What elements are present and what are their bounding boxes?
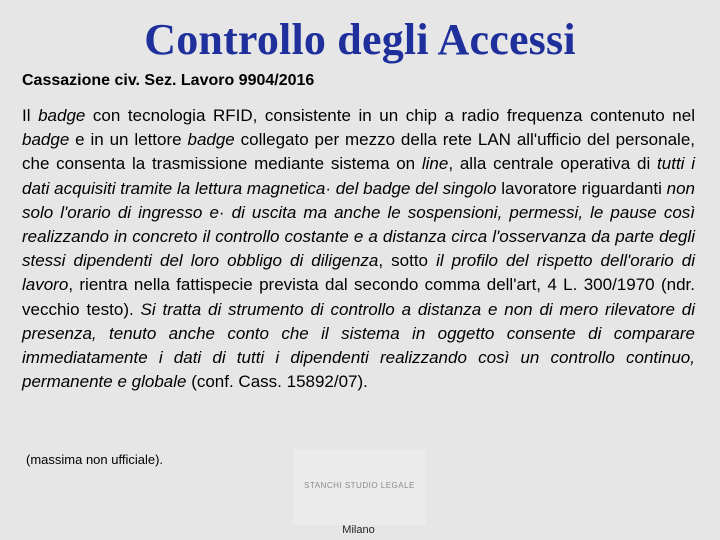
text-segment-italic: line: [421, 154, 449, 174]
text-segment: , sotto: [378, 251, 437, 271]
logo-text: STANCHI STUDIO LEGALE: [304, 481, 415, 490]
page-title: Controllo degli Accessi: [144, 15, 576, 64]
text-segment-italic: non solo l'orario di ingresso e· di uscita ma anche le sospensioni, permessi, le pause così realizzando in concreto il controllo costante e a distanza circa l'osservanza da parte degli stessi dipendenti del loro obbligo di diligenza: [22, 178, 696, 271]
text-segment-italic: tutti i dati acquisiti tramite la lettura magnetica· del badge del singolo: [22, 154, 695, 198]
text-segment: (conf. Cass. 15892/07).: [186, 372, 368, 392]
law-firm-logo: [293, 449, 426, 525]
unofficial-note: (massima non ufficiale).: [26, 452, 164, 467]
text-segment: collegato per mezzo della rete LAN all'ufficio del personale, che consenta la trasmissione mediante sistema on: [22, 130, 695, 174]
text-segment-italic: Si tratta di strumento di controllo a distanza e non di mero rilevatore di presenza, tenuto anche conto che il sistema in oggetto consente di comparare immediatamente i dati di tutti i dipendenti realizzando così un controllo continuo, permanente e globale: [22, 299, 695, 392]
text-segment: Il: [22, 106, 39, 125]
text-segment-italic: il profilo del rispetto dell'orario di lavoro: [22, 251, 695, 295]
text-segment: con tecnologia RFID, consistente in un chip a radio frequenza contenuto nel: [85, 106, 695, 125]
ruling-text: [22, 104, 695, 394]
text-segment: lavoratore riguardanti: [496, 178, 667, 198]
text-segment: , rientra nella fattispecie prevista dal secondo comma dell'art, 4 L. 300/1970 (ndr. vecchio testo).: [22, 275, 695, 319]
case-reference: Cassazione civ. Sez. Lavoro 9904/2016: [22, 72, 315, 89]
text-segment-italic: badge: [187, 130, 235, 150]
text-segment: e in un lettore: [69, 130, 188, 150]
city-label: Milano: [342, 524, 375, 536]
text-segment: , alla centrale operativa di: [448, 154, 658, 174]
text-segment-italic: badge: [22, 130, 70, 150]
text-segment-italic: badge: [38, 106, 86, 125]
